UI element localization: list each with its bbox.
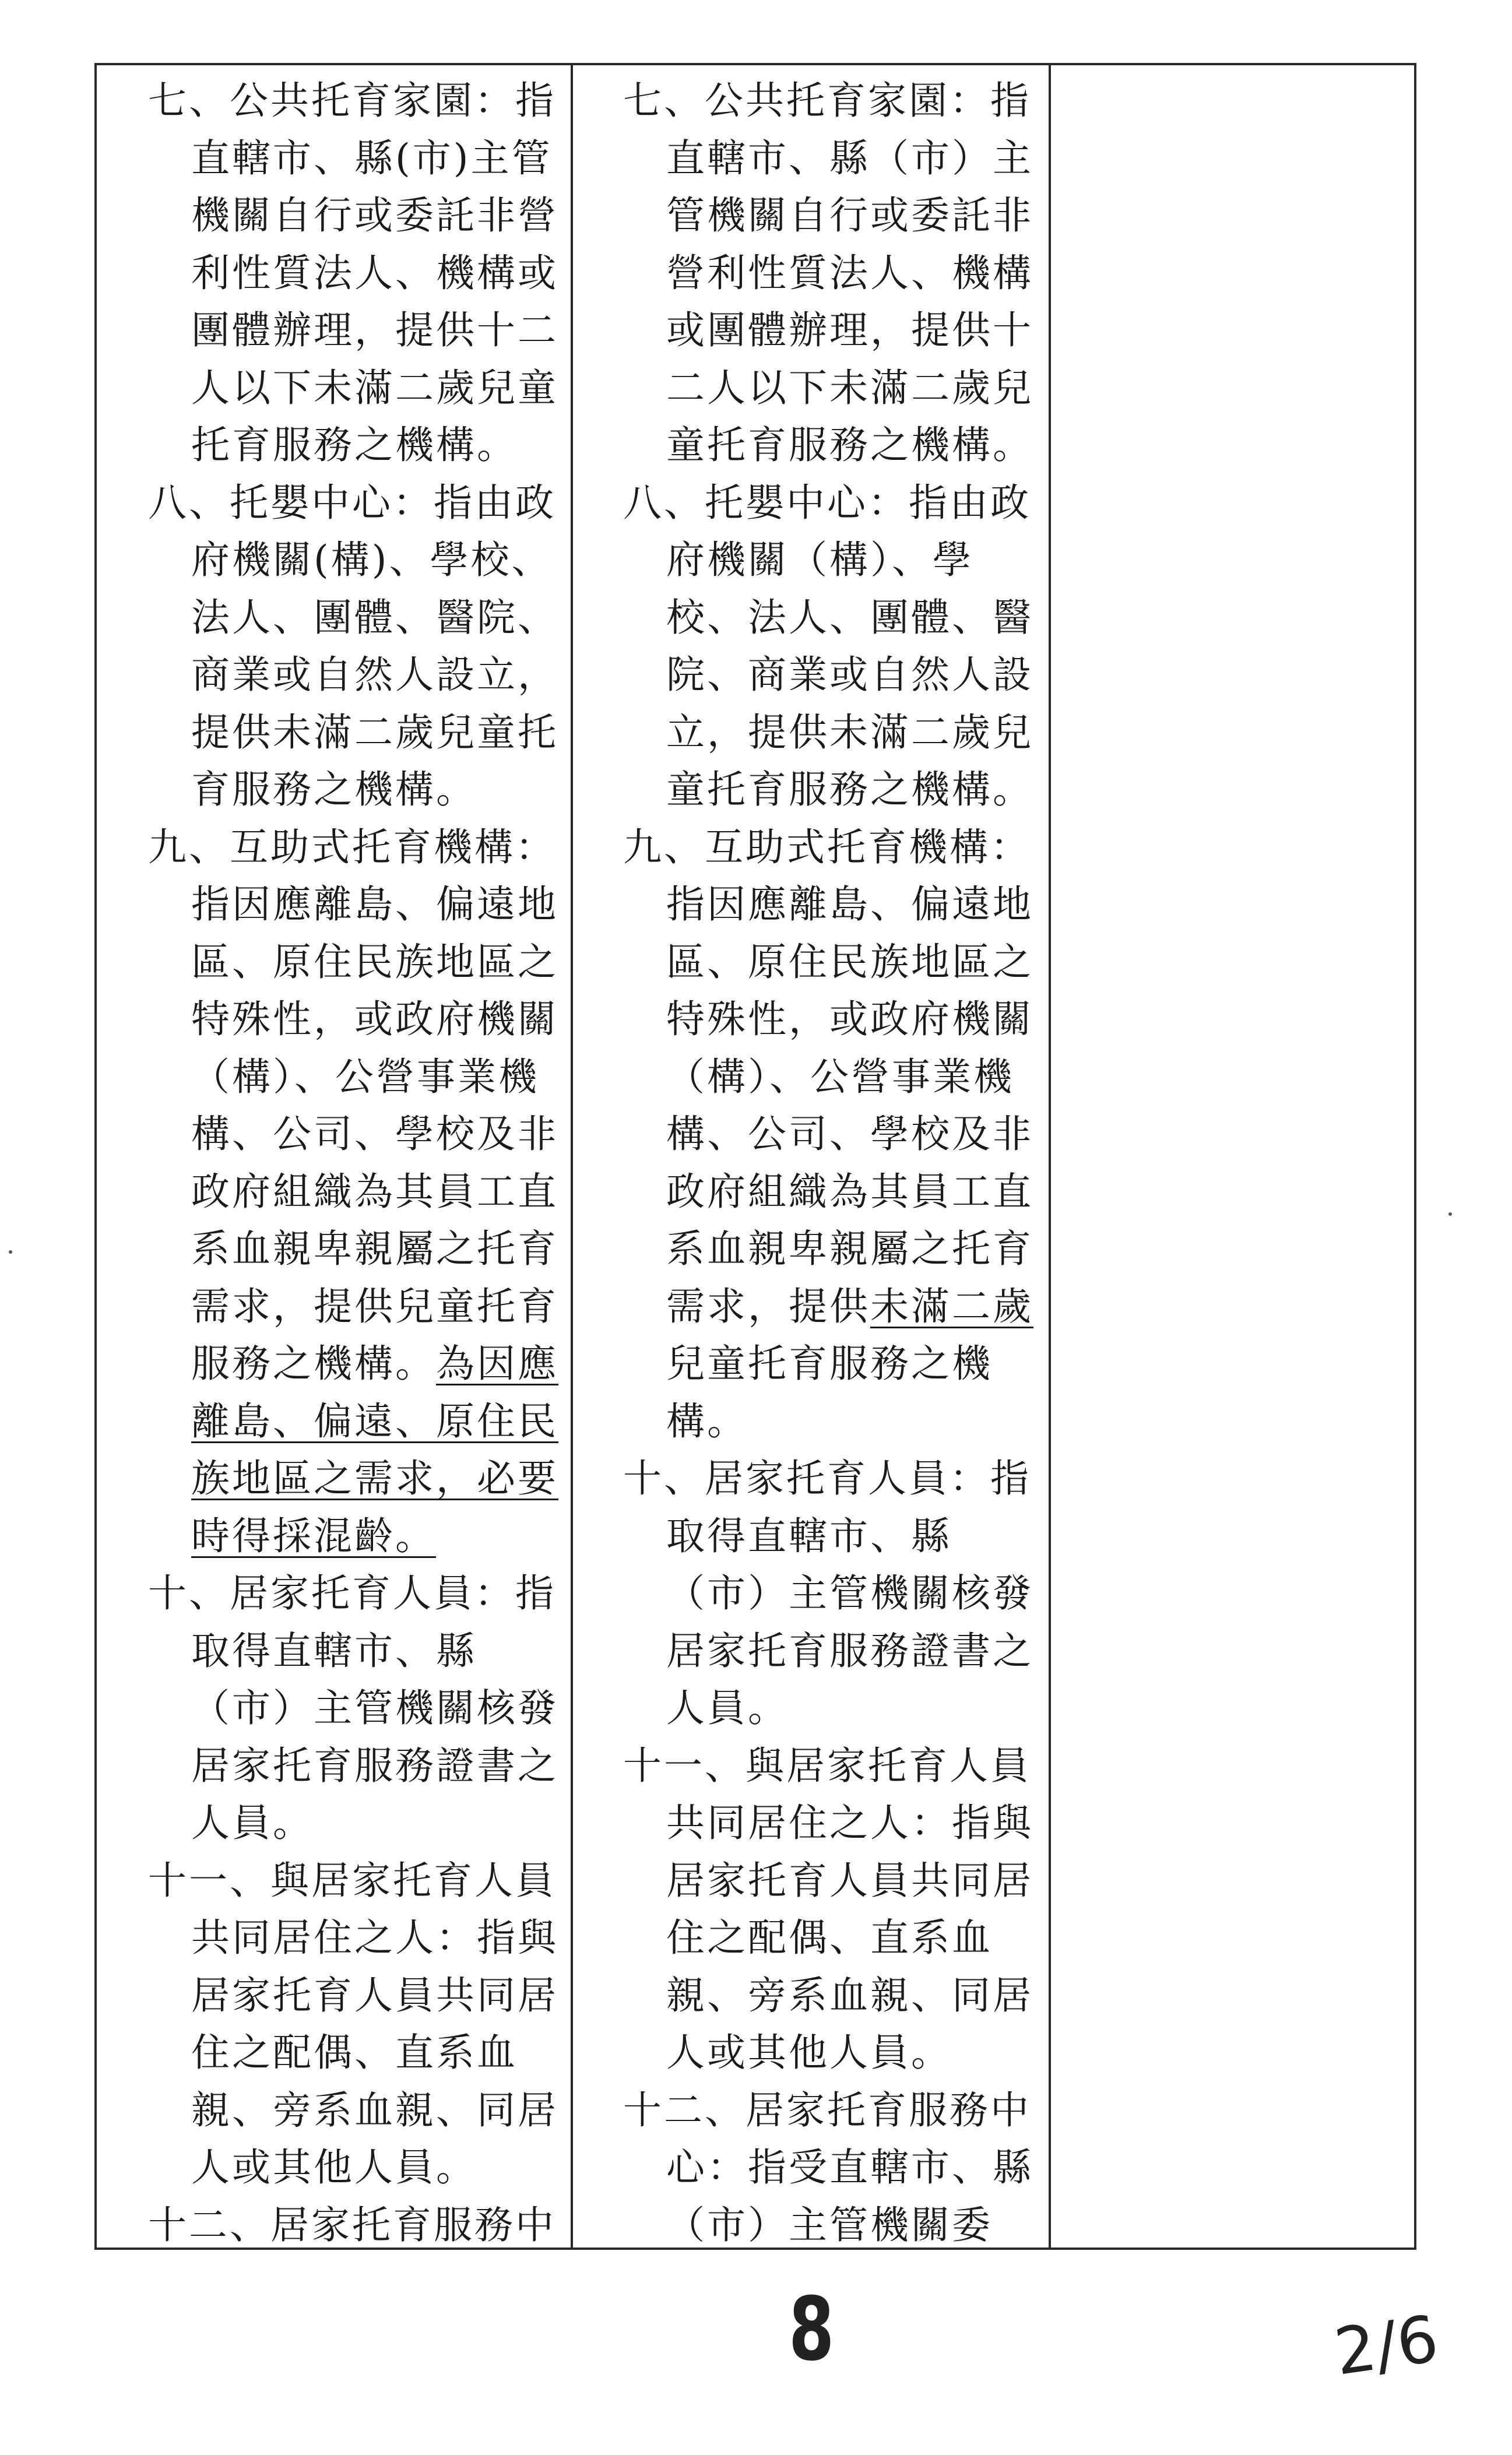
- line-text: 九、互助式托育機構：: [623, 824, 1031, 870]
- line-text: 團體辦理，提供十二: [191, 308, 558, 353]
- clause-text-line: [191, 423, 518, 467]
- clause-heading-line: [148, 1858, 556, 1903]
- comparison-table: [94, 63, 1416, 2250]
- clause-heading-line: [623, 1743, 1031, 1788]
- line-text: 直轄市、縣（市）主: [666, 135, 1033, 181]
- clause-text-line: [191, 1513, 436, 1559]
- line-text: 住之配偶、直系血: [191, 2030, 518, 2075]
- clause-text-line: [191, 2087, 558, 2133]
- line-text: 童托育服務之機構。: [666, 423, 1033, 467]
- clause-text-line: [191, 709, 558, 755]
- line-text: 共同居住之人：指與: [191, 1915, 558, 1960]
- amended-text: 未滿二歲: [870, 1283, 1033, 1329]
- handwritten-page-number: 8: [789, 2279, 835, 2380]
- line-text: 童托育服務之機構。: [666, 767, 1033, 812]
- clause-heading-line: [148, 480, 556, 525]
- handwritten-sheet-number: 2/6: [1330, 2301, 1443, 2390]
- clause-text-line: [191, 1341, 558, 1386]
- line-text: 校、法人、團體、醫: [666, 595, 1033, 640]
- clause-text-line: [666, 1628, 1033, 1673]
- line-text: （市）主管機關核發: [666, 1571, 1033, 1616]
- clause-text-line: [666, 767, 1033, 812]
- clause-heading-line: [148, 2202, 556, 2248]
- clause-text-line: [191, 2030, 518, 2075]
- clause-text-line: [191, 939, 558, 984]
- line-text: 特殊性，或政府機關: [191, 997, 558, 1042]
- line-text: 心：指受直轄市、縣: [666, 2145, 1033, 2190]
- amended-text: 時得採混齡。: [191, 1513, 436, 1559]
- line-text: 營利性質法人、機構: [666, 250, 1033, 296]
- line-text: 親、旁系血親、同居: [191, 2087, 558, 2133]
- clause-text-line: [191, 1972, 558, 2018]
- line-text: 十、居家托育人員：指: [623, 1456, 1031, 1501]
- line-text: 構、公司、學校及非: [191, 1112, 558, 1156]
- clause-text-line: [191, 1226, 558, 1271]
- line-text: 居家托育人員共同居: [191, 1972, 558, 2018]
- line-text: 政府組織為其員工直: [666, 1169, 1033, 1214]
- clause-text-line: [666, 1686, 789, 1731]
- clause-text-line: [666, 1571, 1033, 1616]
- line-text: 托育服務之機構。: [191, 423, 518, 467]
- line-text: 取得直轄市、縣: [191, 1628, 477, 1673]
- line-text: 居家托育服務證書之: [666, 1628, 1033, 1673]
- clause-text-line: [666, 882, 1033, 927]
- clause-text-line: [191, 997, 558, 1042]
- clause-text-line: [191, 1112, 558, 1156]
- clause-text-line: [191, 652, 558, 697]
- line-text: 府機關（構）、學: [666, 537, 973, 582]
- clause-text-line: [191, 1915, 558, 1960]
- line-text: （市）主管機關委: [666, 2202, 993, 2248]
- clause-text-line: [191, 767, 477, 812]
- clause-text-line: [666, 308, 1033, 353]
- clause-text-line: [666, 250, 1033, 296]
- line-text: 提供未滿二歲兒童托: [191, 709, 558, 755]
- clause-text-line: [191, 308, 558, 353]
- clause-text-line: [666, 1972, 1033, 2018]
- clause-heading-line: [148, 1571, 556, 1616]
- clause-text-line: [666, 1513, 952, 1559]
- clause-text-line: [666, 1341, 993, 1386]
- column-divider-2: [1049, 65, 1051, 2248]
- clause-heading-line: [148, 824, 556, 870]
- clause-text-line: [666, 595, 1033, 640]
- clause-text-line: [666, 537, 973, 582]
- clause-text-line: [666, 2030, 952, 2075]
- clause-text-line: [666, 939, 1033, 984]
- line-text: 兒童托育服務之機: [666, 1341, 993, 1386]
- line-text: 指因應離島、偏遠地: [191, 882, 558, 927]
- line-text: 或團體辦理，提供十: [666, 308, 1033, 353]
- line-text: 管機關自行或委託非: [666, 193, 1033, 238]
- clause-text-line: [191, 1398, 558, 1444]
- line-text: 構、公司、學校及非: [666, 1112, 1033, 1156]
- clause-text-line: [666, 1800, 1033, 1845]
- clause-heading-line: [623, 78, 1031, 123]
- clause-text-line: [191, 1283, 558, 1329]
- clause-text-line: [191, 595, 558, 640]
- line-text: 十一、與居家托育人員: [148, 1858, 556, 1903]
- line-text: 府機關(構)、學校、: [191, 537, 553, 582]
- clause-text-line: [666, 1398, 748, 1444]
- line-text: 區、原住民族地區之: [666, 939, 1033, 984]
- line-text: 取得直轄市、縣: [666, 1513, 952, 1559]
- clause-text-line: [666, 997, 1033, 1042]
- clause-text-line: [666, 1858, 1033, 1903]
- line-text: 十、居家托育人員：指: [148, 1571, 556, 1616]
- line-text: 八、托嬰中心：指由政: [623, 480, 1031, 525]
- amended-text: 為因應: [436, 1341, 558, 1386]
- scan-speck: [1448, 1212, 1452, 1216]
- line-text: 八、托嬰中心：指由政: [148, 480, 556, 525]
- clause-text-line: [666, 709, 1033, 755]
- line-text: 人員。: [191, 1800, 314, 1845]
- clause-text-line: [191, 1800, 314, 1845]
- line-text: 十二、居家托育服務中: [623, 2087, 1031, 2133]
- clause-text-line: [191, 135, 553, 181]
- line-text: 特殊性，或政府機關: [666, 997, 1033, 1042]
- line-text: 人以下未滿二歲兒童: [191, 365, 558, 410]
- line-text: 住之配偶、直系血: [666, 1915, 993, 1960]
- line-text: （構）、公營事業機: [666, 1054, 1014, 1099]
- line-text: （構）、公營事業機: [191, 1054, 539, 1099]
- line-text: 商業或自然人設立，: [191, 652, 558, 697]
- amended-text: 族地區之需求，必要: [191, 1456, 558, 1501]
- clause-text-line: [666, 1283, 1033, 1329]
- clause-text-line: [191, 1686, 558, 1731]
- amended-text: 離島、偏遠、原住民: [191, 1398, 558, 1444]
- clause-heading-line: [623, 480, 1031, 525]
- clause-text-line: [191, 193, 558, 238]
- line-text: 人或其他人員。: [191, 2145, 477, 2190]
- clause-heading-line: [148, 78, 556, 123]
- clause-text-line: [191, 1169, 558, 1214]
- line-text: 九、互助式托育機構：: [148, 824, 556, 870]
- clause-text-line: [191, 537, 553, 582]
- clause-heading-line: [623, 2087, 1031, 2133]
- line-text: 十一、與居家托育人員: [623, 1743, 1031, 1788]
- line-text: 指因應離島、偏遠地: [666, 882, 1033, 927]
- line-text: 院、商業或自然人設: [666, 652, 1033, 697]
- clause-text-line: [666, 2202, 993, 2248]
- clause-text-line: [191, 2145, 477, 2190]
- clause-text-line: [666, 1915, 993, 1960]
- clause-text-line: [191, 365, 558, 410]
- clause-text-line: [191, 1054, 539, 1099]
- line-text: 服務之機構。: [191, 1341, 436, 1386]
- line-text: 構。: [666, 1398, 748, 1444]
- clause-text-line: [666, 193, 1033, 238]
- scan-speck: [9, 1250, 12, 1254]
- line-text: 系血親卑親屬之托育: [666, 1226, 1033, 1271]
- clause-text-line: [666, 2145, 1033, 2190]
- line-text: 需求，提供兒童托育: [191, 1283, 558, 1329]
- line-text: 居家托育服務證書之: [191, 1743, 558, 1788]
- line-text: 共同居住之人：指與: [666, 1800, 1033, 1845]
- line-text: 人或其他人員。: [666, 2030, 952, 2075]
- clause-text-line: [191, 250, 558, 296]
- clause-heading-line: [623, 1456, 1031, 1501]
- line-text: 育服務之機構。: [191, 767, 477, 812]
- clause-heading-line: [623, 824, 1031, 870]
- line-text: 七、公共托育家園：指: [623, 78, 1031, 123]
- clause-text-line: [666, 365, 1033, 410]
- clause-text-line: [666, 423, 1033, 467]
- line-text: 政府組織為其員工直: [191, 1169, 558, 1214]
- clause-text-line: [191, 1456, 558, 1501]
- clause-text-line: [191, 1628, 477, 1673]
- line-text: 區、原住民族地區之: [191, 939, 558, 984]
- line-text: 直轄市、縣(市)主管: [191, 135, 553, 181]
- line-text: 親、旁系血親、同居: [666, 1972, 1033, 2018]
- column-divider-1: [571, 65, 573, 2248]
- line-text: 系血親卑親屬之托育: [191, 1226, 558, 1271]
- line-text: 機關自行或委託非營: [191, 193, 558, 238]
- clause-text-line: [666, 652, 1033, 697]
- clause-text-line: [666, 1112, 1033, 1156]
- clause-text-line: [666, 1226, 1033, 1271]
- clause-text-line: [191, 882, 558, 927]
- line-text: 需求，提供: [666, 1283, 870, 1329]
- clause-text-line: [191, 1743, 558, 1788]
- clause-text-line: [666, 135, 1033, 181]
- line-text: 居家托育人員共同居: [666, 1858, 1033, 1903]
- line-text: 七、公共托育家園：指: [148, 78, 556, 123]
- line-text: （市）主管機關核發: [191, 1686, 558, 1731]
- line-text: 人員。: [666, 1686, 789, 1731]
- line-text: 法人、團體、醫院、: [191, 595, 558, 640]
- clause-text-line: [666, 1054, 1014, 1099]
- line-text: 立，提供未滿二歲兒: [666, 709, 1033, 755]
- clause-text-line: [666, 1169, 1033, 1214]
- line-text: 利性質法人、機構或: [191, 250, 558, 296]
- line-text: 二人以下未滿二歲兒: [666, 365, 1033, 410]
- line-text: 十二、居家托育服務中: [148, 2202, 556, 2248]
